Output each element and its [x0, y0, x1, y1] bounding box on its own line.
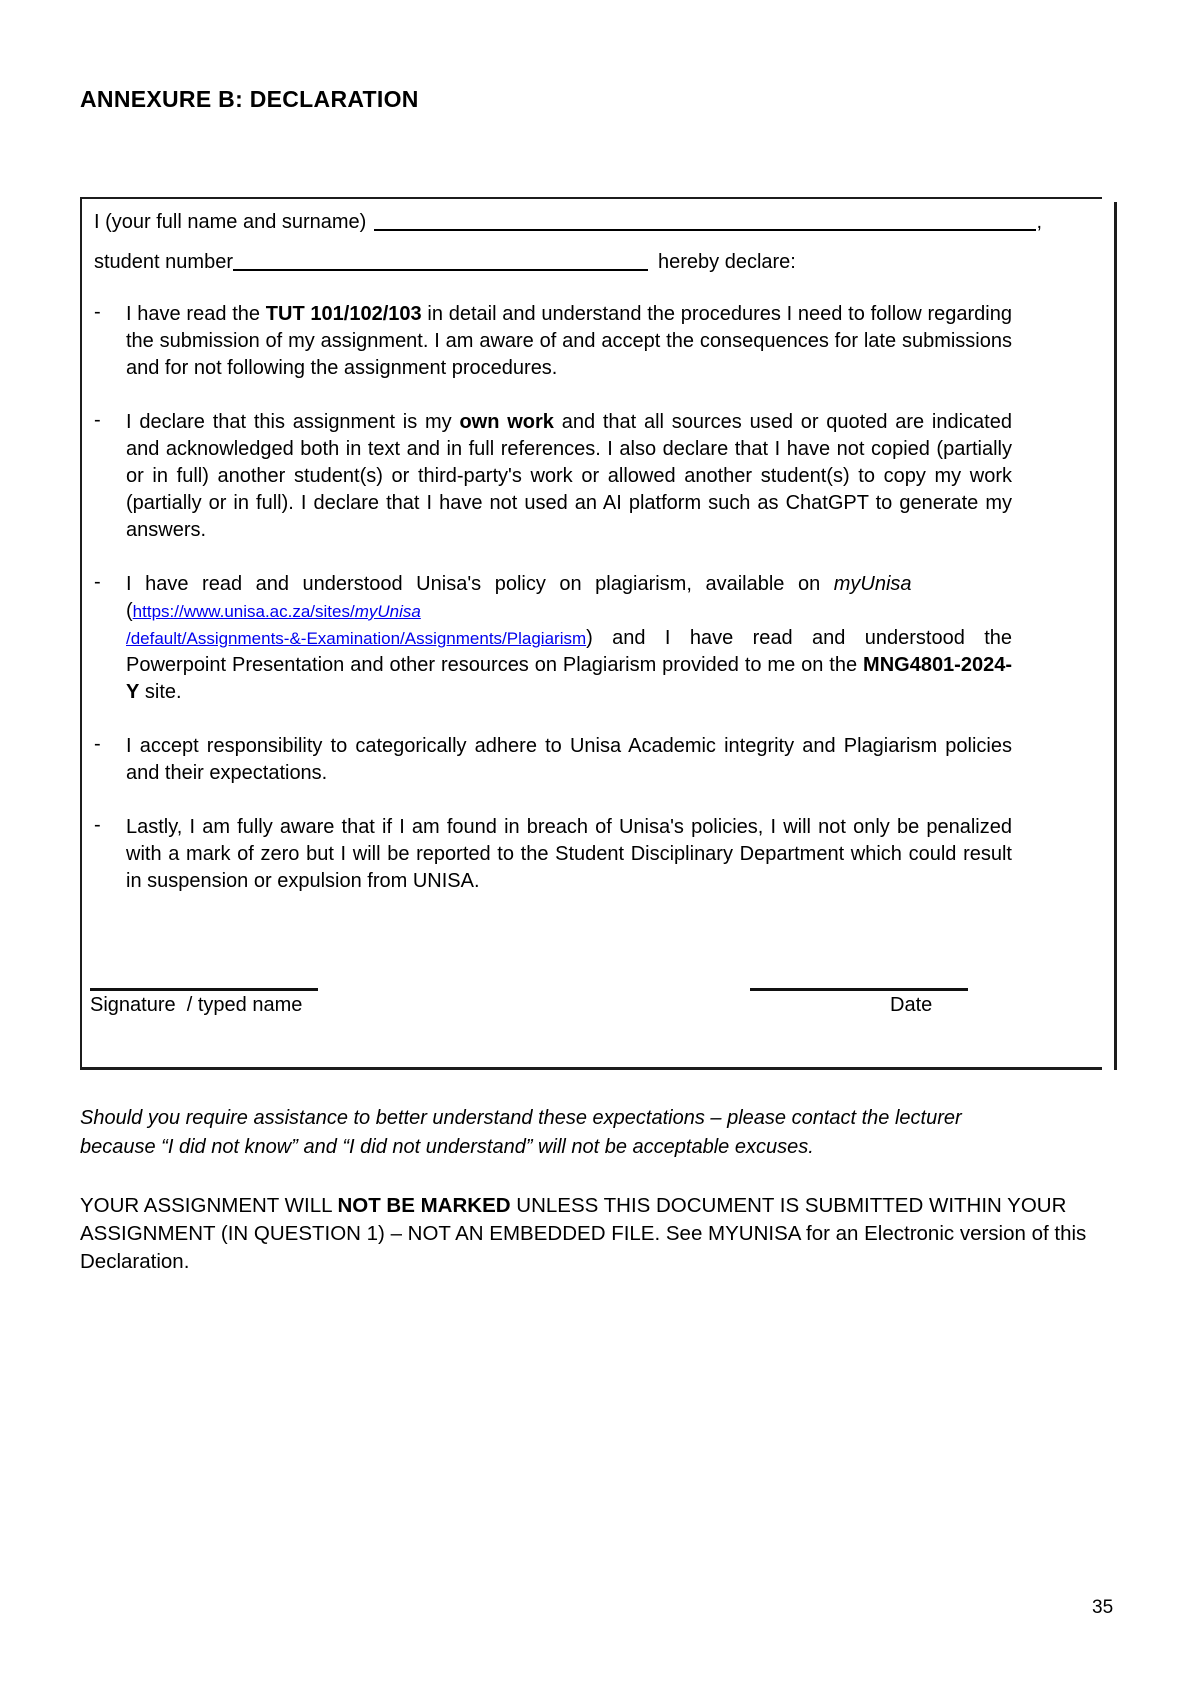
text-segment: YOUR ASSIGNMENT WILL [80, 1194, 338, 1217]
text-segment: in detail and understand the procedures I need to follow regarding the submission of my assignment. I am aware of and accept the consequences for late submissions and for not following the assignment procedures. [126, 303, 1012, 379]
bullet-own-work [94, 409, 1012, 544]
paren-open: ( [126, 600, 133, 622]
declaration-list [94, 301, 1012, 895]
bullet-dash: - [94, 571, 101, 593]
bullet-plagiarism-policy-text [126, 571, 1012, 706]
text-segment: site. [139, 681, 182, 703]
page-number: 35 [1092, 1597, 1114, 1618]
text-segment-bold: NOT BE MARKED [337, 1194, 511, 1217]
name-line-comma: , [1036, 211, 1042, 233]
text-segment-bold: MNG4801-2024-Y [126, 654, 1012, 703]
assistance-note: Should you require assistance to better understand these expectations – please contact the lecturer because “I did not know” and “I did not understand” will not be acceptable excuses. [80, 1107, 962, 1158]
date-block [750, 988, 968, 1017]
bullet-breach-text [126, 814, 1012, 895]
link-text: /default/Assignments-&-Examination/Assignments/Plagiarism [126, 629, 587, 648]
date-label: Date [890, 994, 933, 1016]
bullet-own-work-text [126, 409, 1012, 544]
student-number-row [94, 251, 1042, 274]
text-segment: I have read the [126, 303, 266, 325]
full-name-label: I (your full name and surname) [94, 211, 367, 233]
text-segment: I accept responsibility to categorically adhere to Unisa Academic integrity and Plagiarism policies and their expectations. [126, 735, 1012, 784]
text-segment: I have read and understood Unisa's policy on plagiarism, available on [126, 573, 834, 595]
text-segment: and that all sources used or quoted are indicated and acknowledged both in text and in full references. I also declare that I have not copied (partially or in full) another student(s) or third-party's work or allowed another student(s) to copy my work (partially or in full). I declare that I have not used an AI platform such as ChatGPT to generate my answers. [126, 411, 1012, 541]
text-segment-italic: myUnisa [833, 573, 912, 595]
declaration-box [80, 197, 1102, 1070]
bullet-tut [94, 301, 1012, 382]
bullet-dash: - [94, 409, 101, 431]
bullet-responsibility-text [126, 733, 1012, 787]
hereby-declare-label: hereby declare: [657, 251, 796, 273]
text-segment-bold: own work [459, 411, 554, 433]
student-number-label: student number [94, 251, 233, 273]
bullet-dash: - [94, 733, 101, 755]
bullet-responsibility [94, 733, 1012, 787]
page-title: ANNEXURE B: DECLARATION [80, 86, 419, 112]
link-text-italic: myUnisa [354, 602, 421, 621]
plagiarism-policy-link[interactable] [133, 602, 421, 621]
signature-label: Signature / typed name [90, 994, 303, 1016]
student-number-field-line[interactable] [233, 269, 648, 271]
full-name-row [94, 211, 1042, 234]
bullet-dash: - [94, 301, 101, 323]
text-segment: ) and I have read and understood the Powerpoint Presentation and other resources on Plagiarism provided to me on the [126, 627, 1012, 676]
bullet-plagiarism-policy [94, 571, 1012, 706]
text-segment: Lastly, I am fully aware that if I am found in breach of Unisa's policies, I will not only be penalized with a mark of zero but I will be reported to the Student Disciplinary Department which could result in suspension or expulsion from UNISA. [126, 816, 1012, 892]
box-right-border [1114, 202, 1117, 1070]
submission-warning [80, 1192, 1132, 1276]
text-segment: UNLESS THIS DOCUMENT IS SUBMITTED WITHIN YOUR ASSIGNMENT (IN QUESTION 1) – NOT AN EMBEDDED FILE. See MYUNISA for an Electronic version of this Declaration. [80, 1194, 1087, 1273]
link-text: https://www.unisa.ac.za/sites/ [132, 602, 355, 621]
text-segment-bold: TUT 101/102/103 [265, 303, 422, 325]
bullet-breach [94, 814, 1012, 895]
full-name-field-line[interactable] [374, 229, 1036, 231]
plagiarism-policy-link-path[interactable] [126, 629, 586, 648]
bullet-tut-text [126, 301, 1012, 382]
signature-block [90, 988, 318, 1017]
bullet-dash: - [94, 814, 101, 836]
text-segment: I declare that this assignment is my [126, 411, 460, 433]
